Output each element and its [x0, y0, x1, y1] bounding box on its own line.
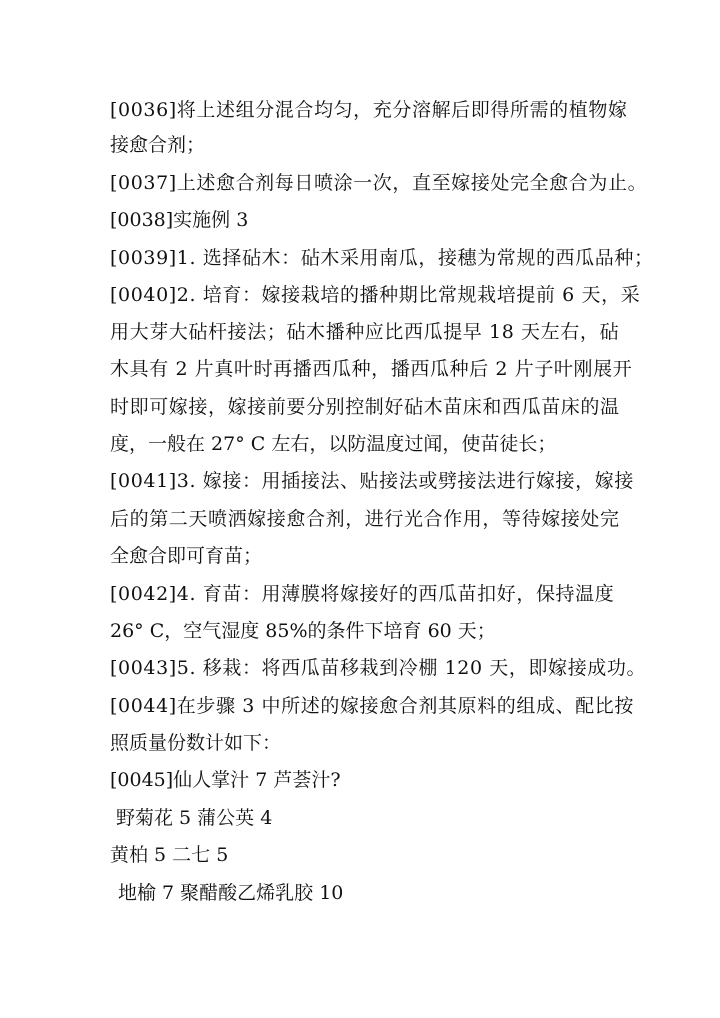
ingredient-line-2: 黄柏 5 二七 5 [110, 844, 229, 866]
paragraph-0042-line-2: 26° C，空气湿度 85%的条件下培育 60 天； [110, 620, 496, 642]
paragraph-0044-line-1: [0044]在步骤 3 中所述的嫁接愈合剂其原料的组成、配比按 [110, 695, 634, 717]
paragraph-0039: [0039]1. 选择砧木：砧木采用南瓜，接穗为常规的西瓜品种； [110, 247, 654, 269]
paragraph-0036-line-2: 接愈合剂； [110, 134, 206, 156]
ingredient-line-3: 地榆 7 聚醋酸乙烯乳胶 10 [118, 882, 344, 904]
paragraph-0037: [0037]上述愈合剂每日喷涂一次，直至嫁接处完全愈合为止。 [110, 172, 648, 194]
paragraph-0043: [0043]5. 移栽：将西瓜苗移栽到冷棚 120 天，即嫁接成功。 [110, 657, 647, 679]
paragraph-0040-line-4: 时即可嫁接，嫁接前要分别控制好砧木苗床和西瓜苗床的温 [110, 396, 620, 418]
paragraph-0044-line-2: 照质量份数计如下： [110, 732, 282, 754]
paragraph-0042-line-1: [0042]4. 育苗：用薄膜将嫁接好的西瓜苗扣好，保持温度 [110, 583, 615, 605]
paragraph-0036-line-1: [0036]将上述组分混合均匀，充分溶解后即得所需的植物嫁 [110, 99, 628, 121]
paragraph-0038: [0038]实施例 3 [110, 209, 249, 231]
paragraph-0040-line-1: [0040]2. 培育：嫁接栽培的播种期比常规栽培提前 6 天，采 [110, 284, 641, 306]
paragraph-0040-line-5: 度，一般在 27° C 左右，以防温度过闻，使苗徒长； [110, 433, 557, 455]
paragraph-0041-line-2: 后的第二天喷洒嫁接愈合剂，进行光合作用，等待嫁接处完 [110, 508, 620, 530]
paragraph-0045: [0045]仙人掌汁 7 芦荟汁? [110, 769, 341, 791]
paragraph-0041-line-1: [0041]3. 嫁接：用插接法、贴接法或劈接法进行嫁接，嫁接 [110, 470, 634, 492]
paragraph-0041-line-3: 全愈合即可育苗； [110, 545, 263, 567]
paragraph-0040-line-2: 用大芽大砧杆接法；砧木播种应比西瓜提早 18 天左右，砧 [110, 321, 620, 343]
ingredient-line-1: 野菊花 5 蒲公英 4 [116, 807, 273, 829]
paragraph-0040-line-3: 木具有 2 片真叶时再播西瓜种，播西瓜种后 2 片子叶刚展开 [110, 358, 633, 380]
